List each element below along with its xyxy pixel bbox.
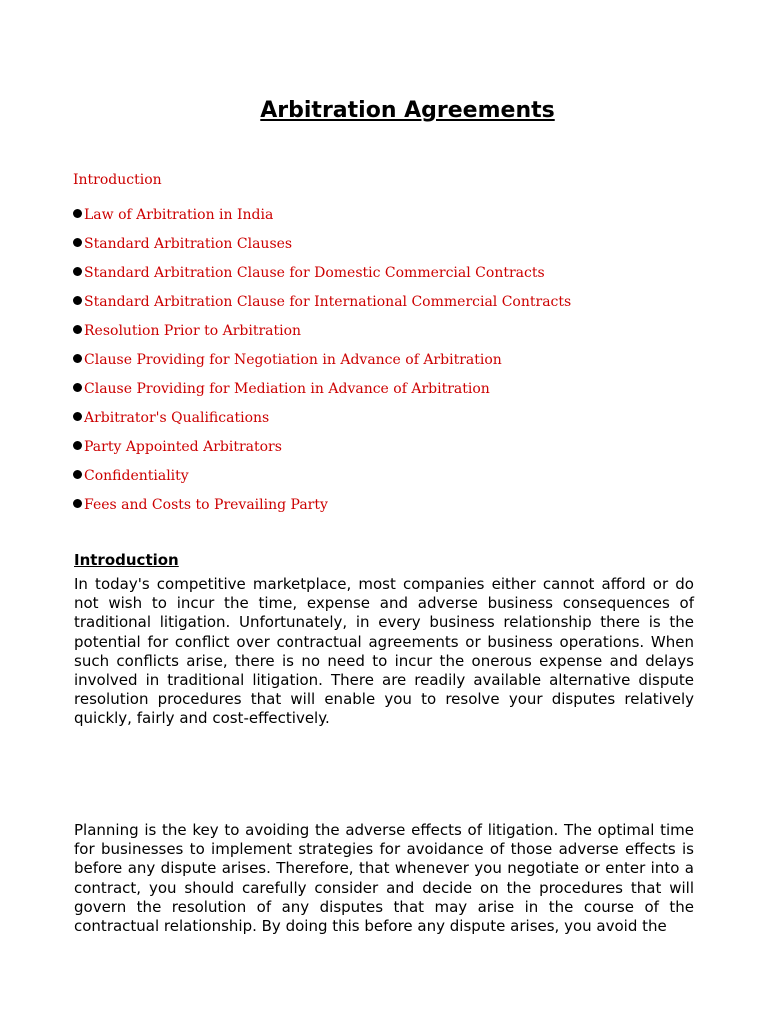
introduction-section <box>74 549 694 729</box>
bullet-icon <box>73 238 82 247</box>
toc-item[interactable] <box>73 205 713 234</box>
toc-item-label[interactable]: Resolution Prior to Arbitration <box>84 323 302 339</box>
bullet-icon <box>73 412 82 421</box>
bullet-icon <box>73 499 82 508</box>
bullet-icon <box>73 267 82 276</box>
bullet-icon <box>73 296 82 305</box>
bullet-icon <box>73 209 82 218</box>
bullet-icon <box>73 383 82 392</box>
bullet-icon <box>73 354 82 363</box>
toc-item[interactable] <box>73 379 713 408</box>
toc-item[interactable] <box>73 292 713 321</box>
toc-item[interactable] <box>73 263 713 292</box>
bullet-icon <box>73 325 82 334</box>
intro-paragraph-1: In today's competitive marketplace, most companies either cannot afford or do not wish to incur the time, expense and adverse business consequences of traditional litigation. Unfortunately, in every business relationship there is the potential for conflict over contractual agreements or business operations. When such conflicts arise, there is no need to incur the onerous expense and delays involved in traditional litigation. There are readily available alternative dispute resolution procedures that will enable you to resolve your disputes relatively quickly, fairly and cost-effectively. <box>74 575 694 728</box>
document-title: Arbitration Agreements <box>260 98 555 123</box>
section-heading: Introduction <box>74 551 179 569</box>
toc-item-label[interactable]: Fees and Costs to Prevailing Party <box>84 497 328 513</box>
toc-item[interactable] <box>73 408 713 437</box>
toc-item-label[interactable]: Law of Arbitration in India <box>84 207 274 223</box>
toc-item-label[interactable]: Clause Providing for Mediation in Advance of Arbitration <box>84 381 490 397</box>
toc-item[interactable] <box>73 350 713 379</box>
toc-item[interactable] <box>73 466 713 495</box>
toc-item-label[interactable]: Party Appointed Arbitrators <box>84 439 282 455</box>
toc-item[interactable] <box>73 495 713 524</box>
toc-item-label[interactable]: Standard Arbitration Clause for Domestic Commercial Contracts <box>84 265 545 281</box>
toc-item-label[interactable]: Standard Arbitration Clause for International Commercial Contracts <box>84 294 572 310</box>
toc-item[interactable] <box>73 437 713 466</box>
intro-paragraph-2: Planning is the key to avoiding the adverse effects of litigation. The optimal time for businesses to implement strategies for avoidance of those adverse effects is before any dispute arises. Therefore, that whenever you negotiate or enter into a contract, you should carefully consider and decide on the procedures that will govern the resolution of any disputes that may arise in the course of the contractual relationship. By doing this before any dispute arises, you avoid the <box>74 821 694 936</box>
toc-item-label[interactable]: Confidentiality <box>84 468 189 484</box>
toc-item[interactable] <box>73 321 713 350</box>
toc-item-label[interactable]: Clause Providing for Negotiation in Advance of Arbitration <box>84 352 502 368</box>
toc-item-label[interactable]: Standard Arbitration Clauses <box>84 236 293 252</box>
toc-item-label[interactable]: Arbitrator's Qualifications <box>84 410 270 426</box>
bullet-icon <box>73 441 82 450</box>
toc-list <box>73 205 713 524</box>
toc-heading-link[interactable]: Introduction <box>73 172 162 188</box>
toc-item[interactable] <box>73 234 713 263</box>
table-of-contents <box>73 170 713 524</box>
bullet-icon <box>73 470 82 479</box>
